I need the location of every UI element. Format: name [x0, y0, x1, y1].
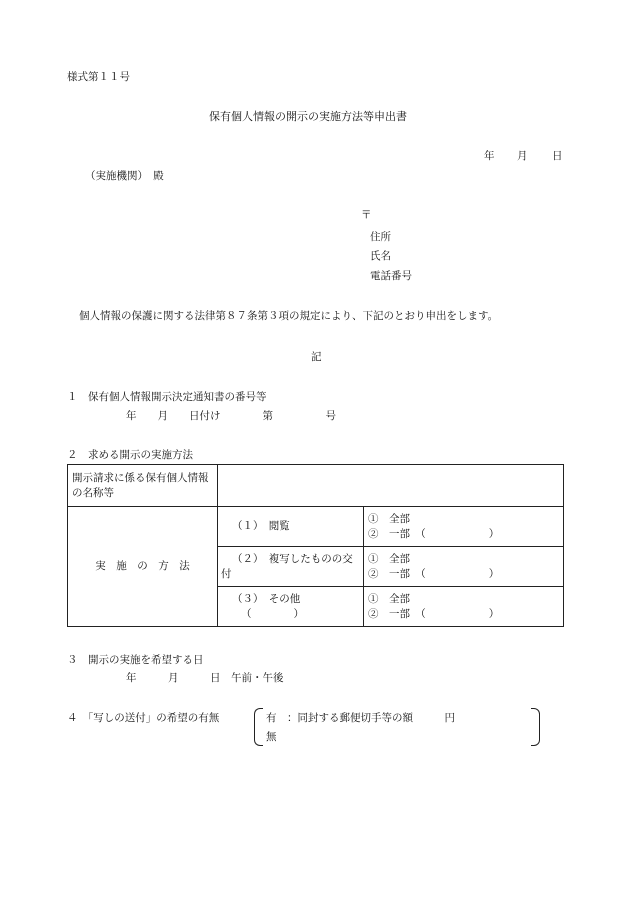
method-1-options[interactable] [364, 507, 564, 547]
disclosure-method-table [67, 464, 564, 627]
mailing-yes-line[interactable]: 有 ：同封する郵便切手等の額 円 [266, 712, 455, 724]
section1-date-line: 年 月 日付け 第 号 [126, 410, 336, 422]
phone-label: 電話番号 [370, 270, 412, 282]
method-3-option-all[interactable]: ① 全部 [368, 592, 410, 605]
method-3-label-text: （３） その他 [232, 592, 301, 605]
form-number: 様式第１１号 [67, 71, 130, 83]
method-label: 実 施 の 方 法 [68, 507, 218, 627]
document-title: 保有個人情報の開示の実施方法等申出書 [209, 110, 407, 123]
method-3-options[interactable] [364, 587, 564, 627]
method-1-label: （１） 閲覧 [218, 507, 364, 547]
method-3-label [218, 587, 364, 627]
intro-text: 個人情報の保護に関する法律第８７条第３項の規定により、下記のとおり申出をします。 [79, 310, 499, 322]
method-2-label-text: （２） 複写したものの交付 [221, 552, 353, 580]
section3-date-line: 年 月 日 午前・午後 [126, 672, 284, 684]
section1-heading: １ 保有個人情報開示決定通知書の番号等 [67, 391, 267, 403]
date-day: 日 [552, 150, 563, 162]
method-1-option-partial[interactable]: ② 一部 （ ） [368, 527, 500, 540]
addressee: （実施機関） 殿 [85, 170, 164, 182]
method-2-option-all[interactable]: ① 全部 [368, 552, 410, 565]
right-bracket [531, 708, 540, 746]
date-month: 月 [517, 150, 528, 162]
ki-heading: 記 [311, 351, 322, 363]
method-3-option-partial[interactable]: ② 一部 （ ） [368, 607, 500, 620]
address-label: 住所 [370, 231, 391, 243]
section4-heading: ４ 「写しの送付」の希望の有無 [67, 712, 220, 724]
name-label: 氏名 [370, 250, 391, 262]
method-3-label-sub[interactable]: （ ） [241, 607, 304, 620]
postal-mark: 〒 [361, 209, 372, 221]
info-name-field[interactable] [218, 465, 564, 507]
method-2-options[interactable] [364, 547, 564, 587]
info-name-label: 開示請求に係る保有個人情報の名称等 [68, 465, 218, 507]
method-2-option-partial[interactable]: ② 一部 （ ） [368, 567, 500, 580]
method-2-label [218, 547, 364, 587]
mailing-no-line[interactable]: 無 [266, 731, 277, 743]
method-1-option-all[interactable]: ① 全部 [368, 512, 410, 525]
date-year: 年 [484, 150, 495, 162]
section2-heading: ２ 求める開示の実施方法 [67, 449, 193, 461]
left-bracket [254, 708, 263, 746]
section3-heading: ３ 開示の実施を希望する日 [67, 654, 204, 666]
